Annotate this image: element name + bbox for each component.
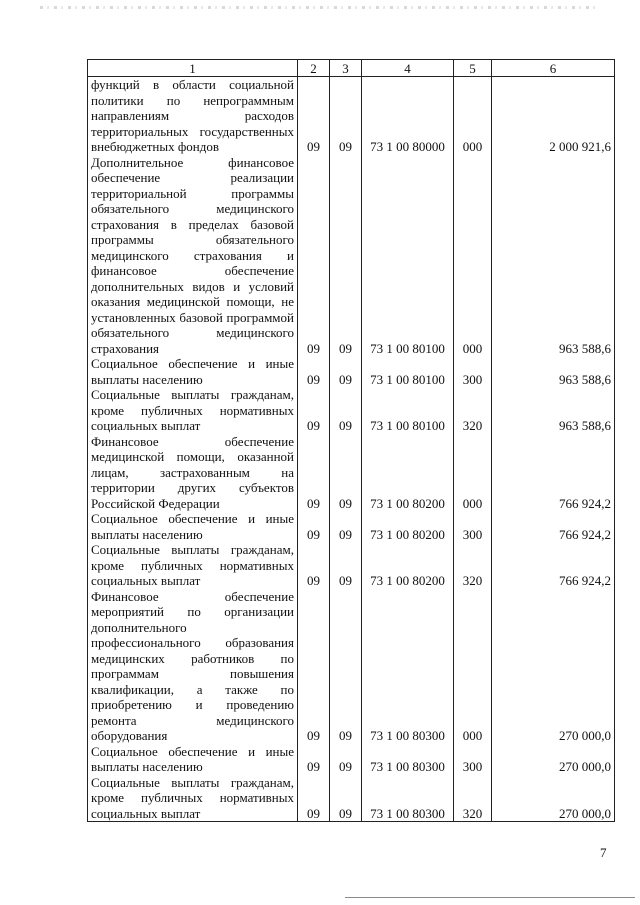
row-target-article: 73 1 00 80200 bbox=[362, 511, 454, 542]
row-amount: 270 000,0 bbox=[492, 744, 615, 775]
table-row bbox=[88, 434, 615, 512]
row-name: Дополнительное финансовое обеспечение реализации территориальной программы обязательного медицинского страхования в пределах базовой программы обязательного медицинского страхования и финансовое обеспечение дополнительных видов и условий оказания медицинской помощи, не установленных базовой программой обязательного медицинского страхования bbox=[88, 155, 298, 357]
row-section: 09 bbox=[298, 542, 330, 589]
header-col-5: 5 bbox=[454, 60, 492, 77]
row-subsection: 09 bbox=[330, 77, 362, 155]
row-section: 09 bbox=[298, 356, 330, 387]
row-expense-type: 000 bbox=[454, 77, 492, 155]
row-section: 09 bbox=[298, 589, 330, 744]
header-col-3: 3 bbox=[330, 60, 362, 77]
row-name: Социальное обеспечение и иные выплаты населению bbox=[88, 744, 298, 775]
table-row bbox=[88, 511, 615, 542]
row-expense-type: 000 bbox=[454, 434, 492, 512]
row-subsection: 09 bbox=[330, 434, 362, 512]
row-subsection: 09 bbox=[330, 155, 362, 357]
row-section: 09 bbox=[298, 744, 330, 775]
row-name: Социальное обеспечение и иные выплаты населению bbox=[88, 356, 298, 387]
row-amount: 766 924,2 bbox=[492, 434, 615, 512]
budget-table bbox=[87, 59, 615, 822]
table-row bbox=[88, 744, 615, 775]
table-row bbox=[88, 77, 615, 155]
header-col-1: 1 bbox=[88, 60, 298, 77]
row-amount: 270 000,0 bbox=[492, 775, 615, 822]
row-expense-type: 300 bbox=[454, 744, 492, 775]
table-row bbox=[88, 589, 615, 744]
row-name: функций в области социальной политики по непрограммным направлениям расходов территориальных государственных внебюджетных фондов bbox=[88, 77, 298, 155]
row-section: 09 bbox=[298, 155, 330, 357]
row-subsection: 09 bbox=[330, 511, 362, 542]
row-expense-type: 300 bbox=[454, 356, 492, 387]
row-amount: 963 588,6 bbox=[492, 387, 615, 434]
row-amount: 766 924,2 bbox=[492, 542, 615, 589]
row-target-article: 73 1 00 80100 bbox=[362, 155, 454, 357]
row-section: 09 bbox=[298, 77, 330, 155]
row-subsection: 09 bbox=[330, 589, 362, 744]
row-expense-type: 000 bbox=[454, 589, 492, 744]
row-name: Финансовое обеспечение мероприятий по организации дополнительного профессионального образования медицинских работников по программам повышения квалификации, а также по приобретению и проведению ремонта медицинского оборудования bbox=[88, 589, 298, 744]
row-target-article: 73 1 00 80300 bbox=[362, 589, 454, 744]
row-expense-type: 320 bbox=[454, 387, 492, 434]
row-target-article: 73 1 00 80000 bbox=[362, 77, 454, 155]
row-expense-type: 000 bbox=[454, 155, 492, 357]
row-name: Социальные выплаты гражданам, кроме публичных нормативных социальных выплат bbox=[88, 387, 298, 434]
row-amount: 963 588,6 bbox=[492, 155, 615, 357]
row-subsection: 09 bbox=[330, 387, 362, 434]
row-subsection: 09 bbox=[330, 775, 362, 822]
row-target-article: 73 1 00 80300 bbox=[362, 775, 454, 822]
row-subsection: 09 bbox=[330, 542, 362, 589]
scan-edge-line bbox=[345, 897, 635, 898]
row-section: 09 bbox=[298, 511, 330, 542]
row-amount: 963 588,6 bbox=[492, 356, 615, 387]
row-section: 09 bbox=[298, 775, 330, 822]
row-target-article: 73 1 00 80200 bbox=[362, 434, 454, 512]
row-name: Финансовое обеспечение медицинской помощи, оказанной лицам, застрахованным на территории других субъектов Российской Федерации bbox=[88, 434, 298, 512]
row-amount: 2 000 921,6 bbox=[492, 77, 615, 155]
row-amount: 270 000,0 bbox=[492, 589, 615, 744]
table-row bbox=[88, 775, 615, 822]
row-target-article: 73 1 00 80100 bbox=[362, 356, 454, 387]
row-expense-type: 320 bbox=[454, 775, 492, 822]
table-row bbox=[88, 155, 615, 357]
page-number: 7 bbox=[600, 845, 607, 860]
table-row bbox=[88, 387, 615, 434]
header-col-2: 2 bbox=[298, 60, 330, 77]
header-col-6: 6 bbox=[492, 60, 615, 77]
row-section: 09 bbox=[298, 387, 330, 434]
row-name: Социальные выплаты гражданам, кроме публичных нормативных социальных выплат bbox=[88, 542, 298, 589]
row-target-article: 73 1 00 80200 bbox=[362, 542, 454, 589]
row-name: Социальные выплаты гражданам, кроме публичных нормативных социальных выплат bbox=[88, 775, 298, 822]
scan-noise-top bbox=[40, 6, 600, 9]
header-col-4: 4 bbox=[362, 60, 454, 77]
row-amount: 766 924,2 bbox=[492, 511, 615, 542]
row-expense-type: 320 bbox=[454, 542, 492, 589]
row-target-article: 73 1 00 80100 bbox=[362, 387, 454, 434]
table-header-row bbox=[88, 60, 615, 77]
table-row bbox=[88, 542, 615, 589]
table-row bbox=[88, 356, 615, 387]
row-subsection: 09 bbox=[330, 744, 362, 775]
row-section: 09 bbox=[298, 434, 330, 512]
row-expense-type: 300 bbox=[454, 511, 492, 542]
row-subsection: 09 bbox=[330, 356, 362, 387]
row-name: Социальное обеспечение и иные выплаты населению bbox=[88, 511, 298, 542]
row-target-article: 73 1 00 80300 bbox=[362, 744, 454, 775]
